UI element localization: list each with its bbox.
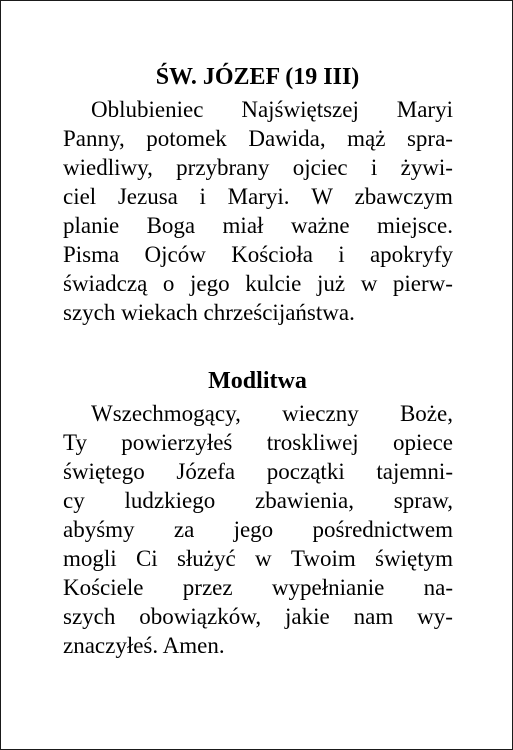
prayer-line: cy ludzkiego zbawienia, spraw, — [63, 488, 453, 513]
description-line: ciel Jezusa i Maryi. W zbawczym — [63, 184, 453, 209]
prayer-line: świętego Józefa początki tajemni- — [63, 459, 453, 484]
prayer-line: znaczyłeś. Amen. — [63, 633, 225, 658]
prayer-line: Ty powierzyłeś troskliwej opiece — [63, 430, 453, 455]
prayer-line: Kościele przez wypełnianie na- — [63, 575, 453, 600]
description-line: wiedliwy, przybrany ojciec i żywi- — [63, 155, 453, 180]
prayer-line: szych obowiązków, jakie nam wy- — [63, 604, 453, 629]
description-line: Panny, potomek Dawida, mąż spra- — [63, 126, 453, 151]
prayer-heading: Modlitwa — [208, 368, 307, 394]
prayer-line: abyśmy za jego pośrednictwem — [63, 517, 453, 542]
saint-title: ŚW. JÓZEF (19 III) — [155, 64, 360, 90]
description-line: planie Boga miał ważne miejsce. — [63, 213, 453, 238]
description-text — [63, 95, 453, 327]
description-line: szych wiekach chrześcijaństwa. — [63, 300, 355, 325]
prayer-text — [63, 399, 453, 660]
description-line: Oblubieniec Najświętszej Maryi — [91, 97, 453, 122]
description-line: Pisma Ojców Kościoła i apokryfy — [63, 242, 453, 267]
prayer-line: Wszechmogący, wieczny Boże, — [91, 401, 453, 426]
prayer-line: mogli Ci służyć w Twoim świętym — [63, 546, 453, 571]
description-line: świadczą o jego kulcie już w pierw- — [63, 271, 453, 296]
